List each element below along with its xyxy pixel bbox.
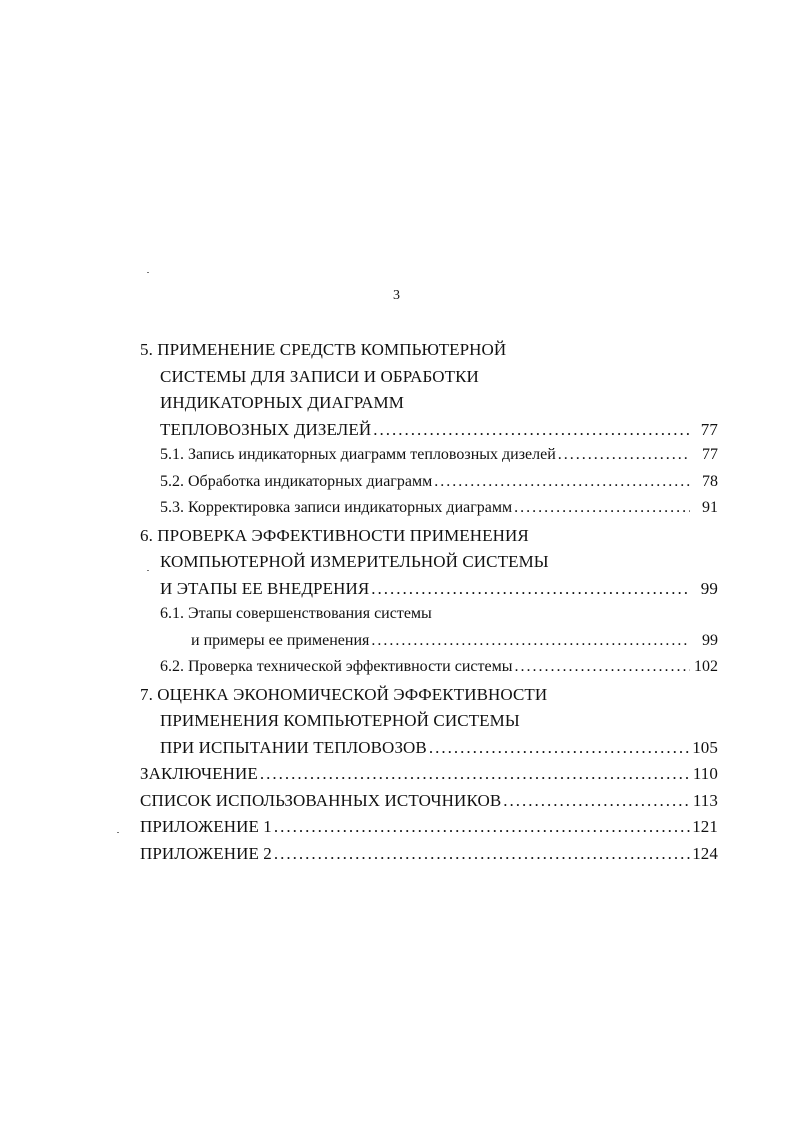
toc-entry (140, 393, 718, 420)
toc-entry-title: 5.3. Корректировка записи индикаторных диаграмм (160, 499, 513, 516)
toc-entry (140, 367, 718, 394)
toc-entry-page: 110 (692, 764, 718, 783)
toc-entry-title: 6.1. Этапы совершенствования системы (160, 605, 432, 622)
toc-entry-page: 77 (702, 446, 718, 463)
toc-leader-dots (260, 764, 690, 784)
toc-entry (140, 579, 718, 606)
toc-entry (140, 711, 718, 738)
toc-leader-dots (434, 473, 690, 491)
toc-entry (140, 340, 718, 367)
toc-entry-title: СПИСОК ИСПОЛЬЗОВАННЫХ ИСТОЧНИКОВ (140, 790, 502, 810)
toc-entry-page: 102 (694, 658, 718, 675)
toc-entry-page: 105 (692, 737, 718, 757)
table-of-contents (140, 340, 718, 870)
toc-entry (140, 817, 718, 844)
page-number: 3 (393, 288, 400, 303)
toc-entry (140, 632, 718, 659)
scan-speck (147, 272, 149, 273)
toc-leader-dots (373, 420, 690, 440)
toc-entry-page: 124 (692, 843, 718, 863)
toc-entry-page: 99 (700, 578, 718, 598)
toc-entry (140, 844, 718, 871)
toc-entry-title: ТЕПЛОВОЗНЫХ ДИЗЕЛЕЙ (160, 419, 372, 439)
toc-entry-title: 6. ПРОВЕРКА ЭФФЕКТИВНОСТИ ПРИМЕНЕНИЯ (140, 525, 529, 545)
toc-entry-page: 121 (692, 817, 718, 836)
toc-entry-page: 77 (700, 419, 718, 439)
toc-entry-title: ПРИЛОЖЕНИЕ 1 (140, 817, 272, 836)
toc-leader-dots (274, 844, 690, 864)
toc-entry-title: и примеры ее применения (191, 631, 370, 649)
toc-entry-title: 5.1. Запись индикаторных диаграмм тепловозных дизелей (160, 446, 556, 463)
toc-entry-title: 7. ОЦЕНКА ЭКОНОМИЧЕСКОЙ ЭФФЕКТИВНОСТИ (140, 684, 548, 704)
toc-entry-title: 6.2. Проверка технической эффективности системы (160, 658, 513, 675)
toc-entry-page: 113 (692, 790, 718, 810)
toc-leader-dots (503, 791, 690, 811)
toc-entry (140, 526, 718, 553)
toc-entry-title: ПРИМЕНЕНИЯ КОМПЬЮТЕРНОЙ СИСТЕМЫ (160, 711, 520, 730)
toc-entry (140, 738, 718, 765)
toc-leader-dots (558, 446, 690, 464)
toc-entry-title: 5.2. Обработка индикаторных диаграмм (160, 472, 433, 490)
scan-speck (147, 570, 149, 571)
toc-entry-title: СИСТЕМЫ ДЛЯ ЗАПИСИ И ОБРАБОТКИ (160, 366, 479, 386)
toc-entry (140, 685, 718, 712)
toc-leader-dots (371, 632, 690, 650)
toc-entry-page: 78 (702, 472, 718, 490)
toc-leader-dots (514, 499, 690, 517)
toc-entry (140, 764, 718, 791)
toc-entry (140, 499, 718, 526)
toc-entry-page: 91 (702, 499, 718, 516)
toc-entry-title: И ЭТАПЫ ЕЕ ВНЕДРЕНИЯ (160, 578, 370, 598)
toc-leader-dots (514, 658, 690, 676)
toc-entry (140, 791, 718, 818)
toc-entry-title: 5. ПРИМЕНЕНИЕ СРЕДСТВ КОМПЬЮТЕРНОЙ (140, 340, 507, 359)
toc-leader-dots (371, 579, 690, 599)
toc-entry (140, 552, 718, 579)
toc-entry-page: 99 (702, 631, 718, 649)
toc-entry-title: ЗАКЛЮЧЕНИЕ (140, 764, 258, 783)
toc-entry (140, 420, 718, 447)
scan-speck (117, 832, 119, 833)
toc-entry (140, 658, 718, 685)
toc-entry (140, 446, 718, 473)
toc-entry (140, 473, 718, 500)
toc-entry-title: КОМПЬЮТЕРНОЙ ИЗМЕРИТЕЛЬНОЙ СИСТЕМЫ (160, 552, 549, 571)
toc-entry-title: ИНДИКАТОРНЫХ ДИАГРАММ (160, 393, 404, 412)
toc-entry-title: ПРИ ИСПЫТАНИИ ТЕПЛОВОЗОВ (160, 737, 427, 757)
toc-entry (140, 605, 718, 632)
toc-leader-dots (274, 817, 690, 837)
toc-leader-dots (429, 738, 690, 758)
toc-entry-title: ПРИЛОЖЕНИЕ 2 (140, 843, 272, 863)
